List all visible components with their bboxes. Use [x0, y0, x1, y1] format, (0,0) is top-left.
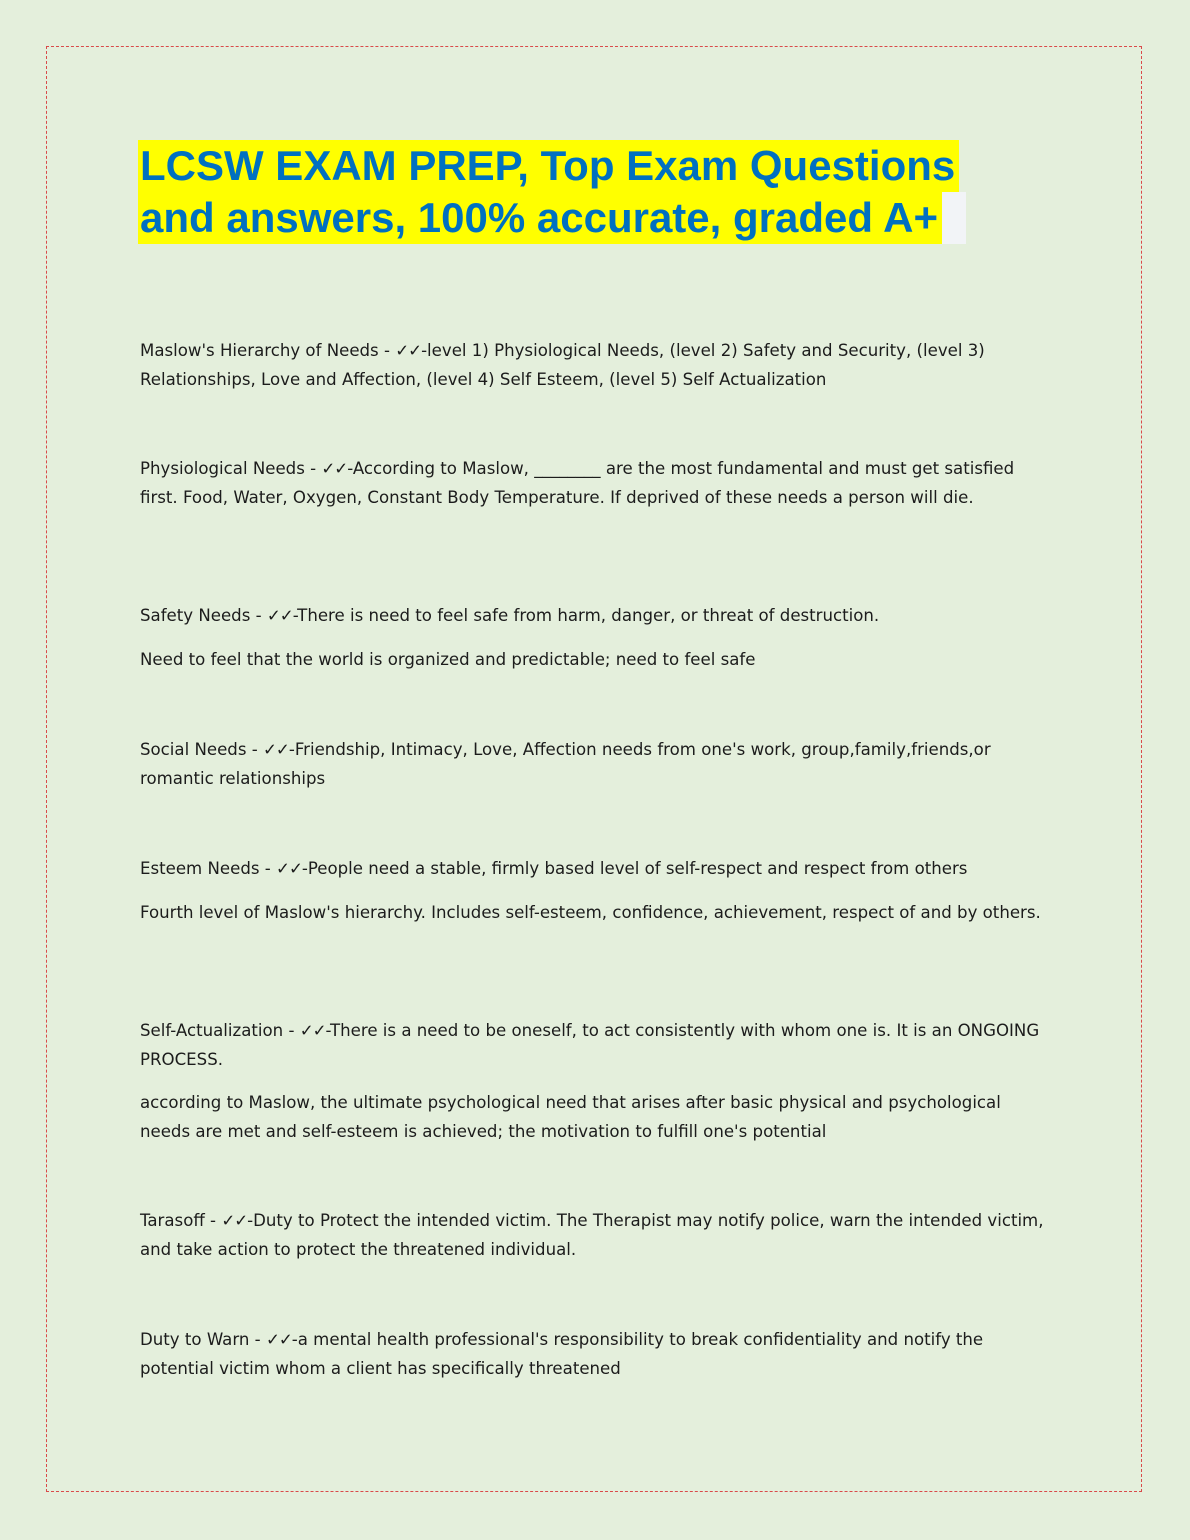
entry-main: [140, 1207, 1045, 1264]
entry-definition: -Friendship, Intimacy, Love, Affection needs from one's work, group,family,friends,or romantic relationships: [140, 740, 991, 788]
entry-main: [140, 455, 1045, 512]
title-line-1: LCSW EXAM PREP, Top Exam Questions: [138, 140, 959, 192]
entry-safety-needs: [140, 602, 1045, 674]
title-line-2: and answers, 100% accurate, graded A+: [138, 192, 966, 244]
entry-definition: -There is need to feel safe from harm, danger, or threat of destruction.: [292, 606, 880, 625]
entry-definition: -Duty to Protect the intended victim. The Therapist may notify police, warn the intended victim, and take action to protect the threatened individual.: [140, 1211, 1044, 1259]
entry-term: Duty to Warn -: [140, 1330, 266, 1349]
entry-term: Physiological Needs -: [140, 459, 322, 478]
entry-esteem-needs: [140, 855, 1045, 927]
entry-definition: -There is a need to be oneself, to act consistently with whom one is. It is an ONGOING PROCESS.: [140, 1021, 1040, 1069]
entry-duty-to-warn: [140, 1326, 1045, 1383]
entry-main: [140, 602, 1045, 631]
entry-term: Self-Actualization -: [140, 1021, 300, 1040]
entry-extra: according to Maslow, the ultimate psychological need that arises after basic physical and psychological needs are met and self-esteem is achieved; the motivation to fulfill one's potential: [140, 1093, 1001, 1141]
entry-definition: -level 1) Physiological Needs, (level 2) Safety and Security, (level 3) Relationships, Love and Affection, (level 4) Self Esteem, (level 5) Self Actualization: [140, 341, 985, 389]
entry-definition: -a mental health professional's responsibility to break confidentiality and notify the potential victim whom a client has specifically threatened: [140, 1330, 984, 1378]
double-check-icon: ✓✓: [265, 1330, 292, 1349]
entry-extra: Fourth level of Maslow's hierarchy. Includes self-esteem, confidence, achievement, respect of and by others.: [140, 902, 1041, 922]
entry-main: [140, 1017, 1045, 1074]
double-check-icon: ✓✓: [263, 740, 289, 759]
double-check-icon: ✓✓: [395, 341, 422, 360]
entry-main: [140, 1326, 1045, 1383]
entry-social-needs: [140, 736, 1045, 793]
entry-self-actualization: [140, 1017, 1045, 1146]
entry-term: Social Needs -: [140, 740, 264, 759]
double-check-icon: ✓✓: [299, 1021, 326, 1040]
entry-definition: -According to Maslow, ________ are the most fundamental and must get satisfied first. Food, Water, Oxygen, Constant Body Temperature. If deprived of these needs a person will die.: [140, 459, 1015, 507]
entry-tarasoff: [140, 1207, 1045, 1264]
document-title: [138, 140, 1053, 244]
double-check-icon: ✓✓: [276, 859, 302, 878]
entry-term: Safety Needs -: [140, 606, 267, 625]
double-check-icon: ✓✓: [321, 459, 348, 478]
entry-maslow-hierarchy: [140, 337, 1045, 394]
double-check-icon: ✓✓: [266, 606, 293, 625]
entry-physiological-needs: [140, 455, 1045, 512]
entry-term: Esteem Needs -: [140, 859, 277, 878]
double-check-icon: ✓✓: [221, 1211, 248, 1230]
entry-main: [140, 855, 1045, 884]
entry-term: Tarasoff -: [140, 1211, 222, 1230]
entry-extra: Need to feel that the world is organized and predictable; need to feel safe: [140, 649, 756, 669]
entry-term: Maslow's Hierarchy of Needs -: [140, 341, 396, 360]
entry-main: [140, 736, 1045, 793]
entry-main: [140, 337, 1045, 394]
entry-definition: -People need a stable, firmly based level of self-respect and respect from others: [301, 859, 968, 878]
